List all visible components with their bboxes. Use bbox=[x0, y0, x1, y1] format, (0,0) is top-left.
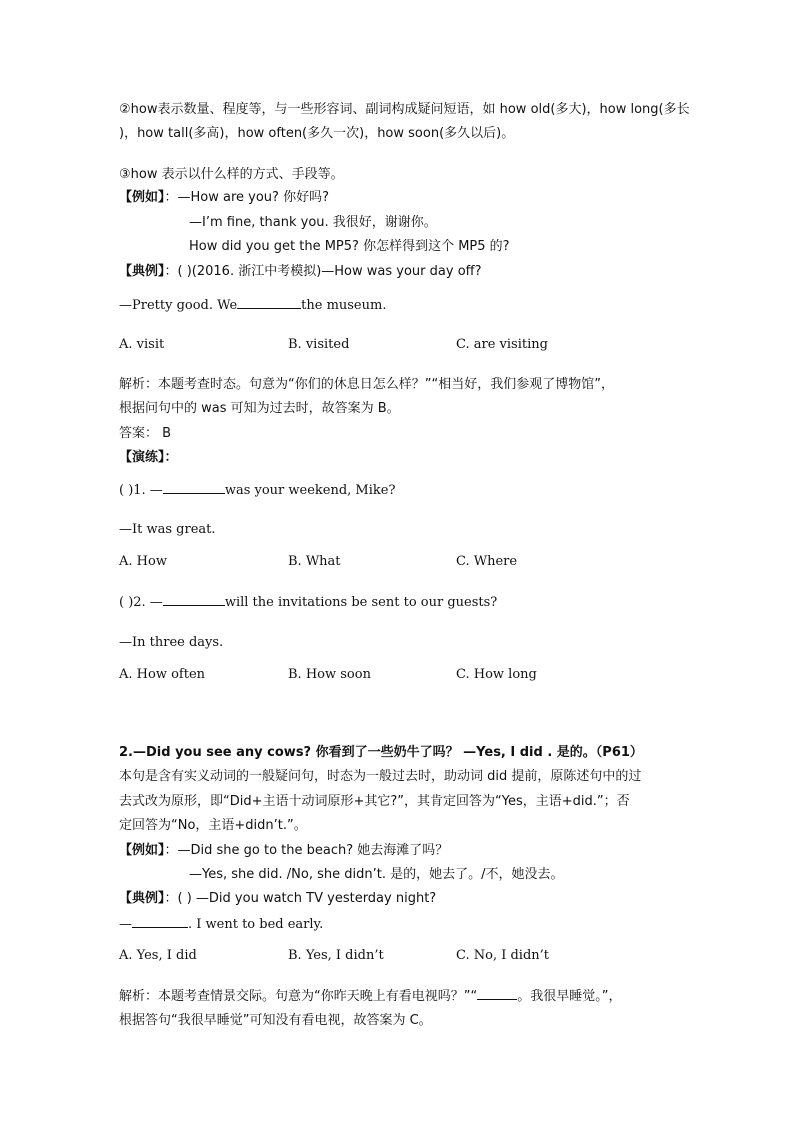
example-text: ：—How are you? 你好吗? bbox=[164, 190, 329, 205]
option-a: A. Yes, I did bbox=[119, 948, 197, 963]
text: was your weekend, Mike? bbox=[224, 483, 396, 498]
option-c: C. How long bbox=[456, 667, 537, 682]
answer-blank bbox=[163, 593, 225, 606]
example-line bbox=[119, 189, 329, 207]
paragraph-line: 本句是含有实义动词的一般疑问句，时态为一般过去时，助动词 did 提前，原陈述句中的过 bbox=[119, 769, 642, 784]
analysis-line: 根据问句中的 was 可知为过去时，故答案为 B。 bbox=[119, 401, 400, 416]
practice-tag: 【演练】： bbox=[119, 450, 178, 465]
text: — bbox=[119, 917, 132, 932]
example-line: —Yes, she did. /No, she didn’t. 是的，她去了。/不，她没去。 bbox=[189, 867, 564, 882]
analysis-line: 根据答句“我很早睡觉”可知没有看电视，故答案为 C。 bbox=[119, 1013, 432, 1028]
model-text: ：( )(2016. 浙江中考模拟)—How was your day off? bbox=[164, 264, 482, 279]
paragraph-line: 去式改为原形，即“Did+主语十动词原形+其它?”，其肯定回答为“Yes，主语+did.”；否 bbox=[119, 794, 630, 809]
option-b: B. Yes, I didn’t bbox=[288, 948, 384, 963]
model-tag: 【典例】 bbox=[119, 891, 165, 906]
text-line: ③how 表示以什么样的方式、手段等。 bbox=[119, 167, 344, 182]
practice-question-2 bbox=[119, 593, 497, 612]
analysis-line bbox=[119, 987, 621, 1006]
text: will the invitations be sent to our guests? bbox=[224, 595, 498, 610]
option-b: B. visited bbox=[288, 337, 350, 352]
option-c: C. No, I didn’t bbox=[456, 948, 550, 963]
example-tag: 【例如】 bbox=[119, 843, 165, 858]
model-answer-line bbox=[119, 915, 323, 934]
text: —Pretty good. We bbox=[119, 298, 238, 313]
option-a: A. How bbox=[119, 554, 167, 569]
model-tag: 【典例】 bbox=[119, 264, 165, 279]
reply-line: —In three days. bbox=[119, 635, 224, 650]
option-c: C. Where bbox=[456, 554, 518, 569]
model-question bbox=[119, 263, 482, 281]
practice-question-1 bbox=[119, 481, 395, 500]
text: the museum. bbox=[301, 298, 387, 313]
answer-blank bbox=[237, 296, 301, 309]
example-line: How did you get the MP5? 你怎样得到这个 MP5 的? bbox=[189, 239, 510, 254]
paragraph-line: 定回答为“No，主语+didn’t.”。 bbox=[119, 818, 307, 833]
text: ( )1. — bbox=[119, 483, 163, 498]
text: . I went to bed early. bbox=[188, 917, 324, 932]
text: 解析：本题考查情景交际。句意为“你昨天晚上有看电视吗？”“ bbox=[119, 989, 478, 1004]
example-line: —I’m fine, thank you. 我很好，谢谢你。 bbox=[189, 215, 437, 230]
option-b: B. How soon bbox=[288, 667, 371, 682]
analysis-line: 解析：本题考查时态。句意为“你们的休息日怎么样？”“相当好，我们参观了博物馆”， bbox=[119, 377, 614, 392]
model-text: ：( ) —Did you watch TV yesterday night? bbox=[164, 891, 437, 906]
text: 。我很早睡觉。”， bbox=[517, 989, 622, 1004]
section-heading: 2.—Did you see any cows? 你看到了一些奶牛了吗？ —Yes, I did . 是的。（P61） bbox=[119, 745, 643, 760]
answer-line: 答案： B bbox=[119, 426, 172, 441]
answer-blank bbox=[477, 987, 517, 1000]
example-line bbox=[119, 842, 448, 860]
option-a: A. visit bbox=[119, 337, 165, 352]
option-a: A. How often bbox=[119, 667, 206, 682]
reply-line: —It was great. bbox=[119, 522, 216, 537]
example-text: ：—Did she go to the beach? 她去海滩了吗？ bbox=[164, 843, 449, 858]
text-line: ②how表示数量、程度等，与一些形容词、副词构成疑问短语，如 how old(多大)，how long(多长 bbox=[119, 102, 690, 117]
answer-blank bbox=[163, 481, 225, 494]
example-tag: 【例如】 bbox=[119, 190, 165, 205]
model-question bbox=[119, 890, 436, 908]
text-line: )，how tall(多高)，how often(多久一次)，how soon(多久以后)。 bbox=[119, 126, 515, 141]
text: ( )2. — bbox=[119, 595, 163, 610]
option-b: B. What bbox=[288, 554, 341, 569]
answer-blank bbox=[132, 915, 188, 928]
model-answer-line bbox=[119, 296, 386, 315]
option-c: C. are visiting bbox=[456, 337, 548, 352]
